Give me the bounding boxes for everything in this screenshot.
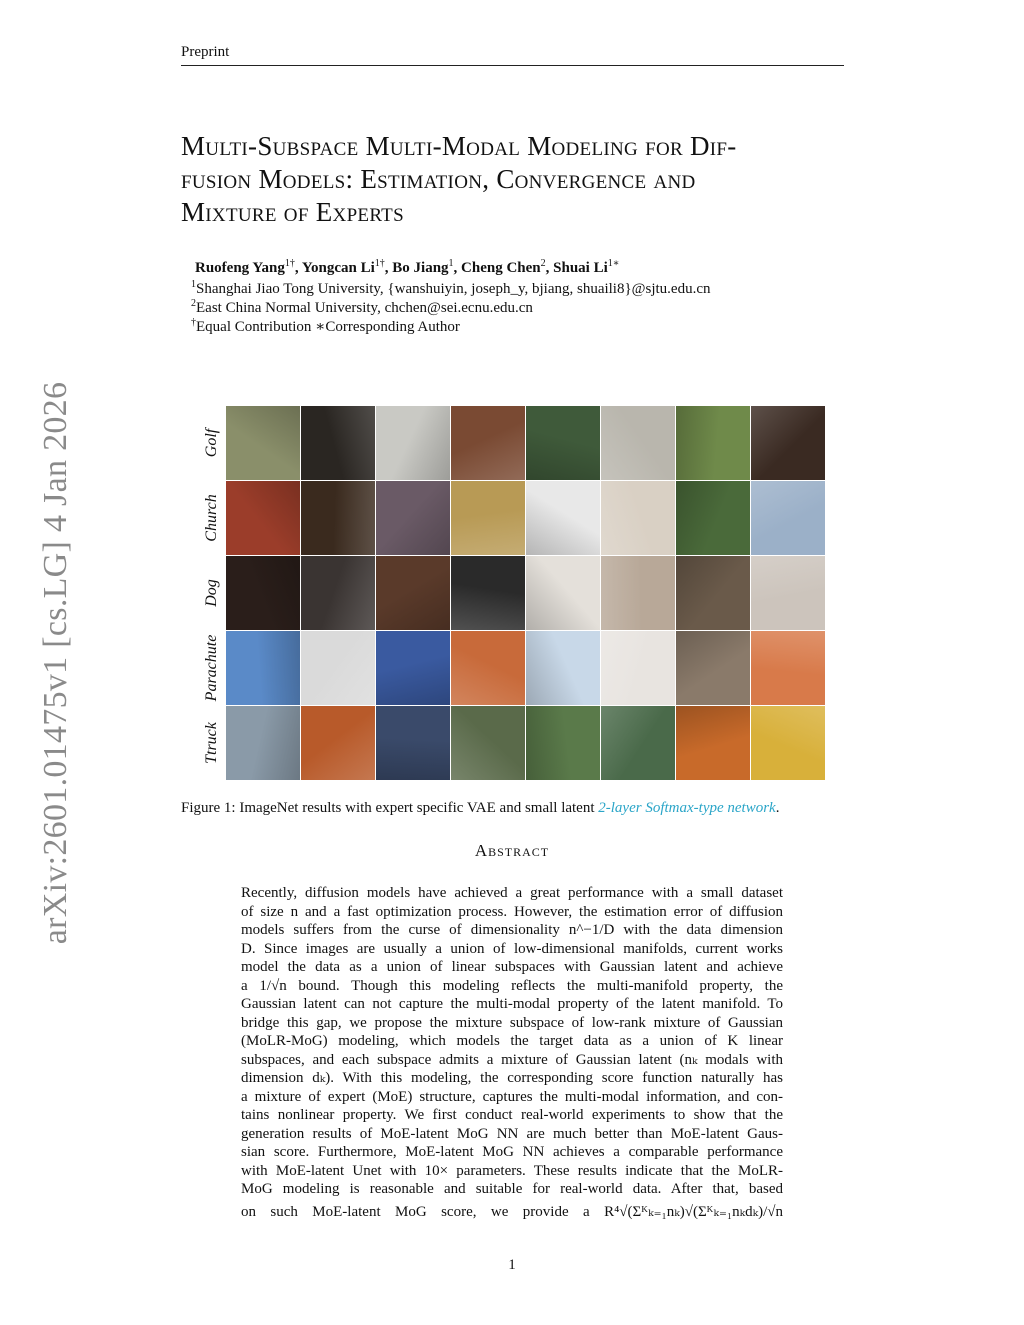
affiliation-text: East China Normal University, chchen@sei.ecnu.edu.cn: [196, 300, 533, 316]
author-name: Cheng Chen: [461, 260, 541, 276]
image-tile: [526, 631, 600, 705]
abstract-body: [241, 884, 783, 1221]
affiliation-line: [191, 298, 533, 317]
affiliation-text: Shanghai Jiao Tong University, {wanshuiyin, joseph_y, bjiang, shuaili8}@sjtu.edu.cn: [196, 281, 711, 297]
abstract-line: model the data as a union of linear subspaces with Gaussian latent and achieve: [241, 959, 783, 975]
abstract-line: D. Since images are usually a union of low-dimensional manifolds, current works: [241, 940, 783, 957]
image-tile: [451, 631, 525, 705]
image-tile: [601, 631, 675, 705]
image-tile: [601, 406, 675, 480]
image-tile: [751, 631, 825, 705]
affiliation-line: [191, 317, 460, 336]
row-label: [200, 406, 224, 480]
image-tile: [301, 706, 375, 780]
image-tile: [376, 556, 450, 630]
image-tile: [676, 706, 750, 780]
row-label: [200, 631, 224, 705]
abstract-line: of size n and a fast optimization process. However, the estimation error of diffusion: [241, 903, 783, 920]
row-label-text: Church: [203, 494, 220, 542]
image-tile: [751, 406, 825, 480]
affiliation-mark: 2: [191, 298, 196, 309]
image-tile: [376, 406, 450, 480]
abstract-line: models suffers from the curse of dimensionality n^−1/D with the data dimension: [241, 922, 783, 938]
abstract-line: bridge this gap, we propose the mixture subspace of low-rank mixture of Gaussian: [241, 1014, 783, 1031]
image-tile: [751, 706, 825, 780]
abstract-line: with MoE-latent Unet with 10× parameters. These results indicate that the MoLR-: [241, 1162, 783, 1179]
abstract-line: (MoLR-MoG) modeling, which models the target data as a union of K linear: [241, 1033, 783, 1049]
row-label: [200, 556, 224, 630]
image-tile: [526, 406, 600, 480]
image-tile: [676, 406, 750, 480]
author-mark: 1∗: [607, 258, 620, 269]
affiliation-text: Equal Contribution ∗Corresponding Author: [196, 319, 460, 335]
abstract-line: dimension dₖ). With this modeling, the corresponding score function naturally has: [241, 1070, 783, 1086]
image-tile: [526, 481, 600, 555]
author-list: Ruofeng Yang$^{1\dagger}$, Yongcan $Li^{1\dagger}$, Bo Jiang$^1$, Cheng Chen$^2$, Shuai $Li^{1∗}$: [195, 258, 620, 276]
image-tile: [301, 556, 375, 630]
title-line: fusion Models: Estimation, Convergence and: [181, 164, 696, 194]
image-tile: [601, 706, 675, 780]
row-label: [200, 481, 224, 555]
image-tile: [676, 481, 750, 555]
image-tile: [526, 706, 600, 780]
abstract-line: tains nonlinear property. We first conduct real-world experiments to show that the: [241, 1107, 783, 1123]
row-label-text: Golf: [203, 428, 220, 458]
author-mark: 2: [540, 258, 546, 269]
affiliation-mark: 1: [191, 279, 196, 290]
caption-link[interactable]: 2-layer Softmax-type network: [598, 800, 776, 816]
image-tile: [301, 406, 375, 480]
image-tile: [226, 556, 300, 630]
image-tile: [676, 631, 750, 705]
page-number: 1: [508, 1257, 516, 1273]
author-mark: 1†: [284, 258, 295, 269]
image-tile: [451, 706, 525, 780]
image-tile: [226, 631, 300, 705]
image-tile: [601, 481, 675, 555]
title-line: Multi-Subspace Multi-Modal Modeling for Dif-: [181, 131, 737, 161]
image-tile: [376, 706, 450, 780]
author-name: Ruofeng Yang: [195, 260, 285, 276]
running-head: Preprint: [181, 44, 230, 60]
affiliation-mark: †: [191, 317, 196, 328]
image-tile: [676, 556, 750, 630]
abstract-line: generation results of MoE-latent MoG NN are much better than MoE-latent Gaus-: [241, 1125, 783, 1142]
figure-caption: [181, 800, 779, 817]
image-tile: [751, 556, 825, 630]
image-tile: [226, 406, 300, 480]
image-tile: [301, 631, 375, 705]
abstract-heading: Abstract: [474, 841, 550, 860]
abstract-line: sian score. Furthermore, MoE-latent MoG NN achieves a comparable performance: [241, 1144, 783, 1160]
affiliation-line: [191, 279, 710, 298]
arxiv-stamp-text: arXiv:2601.01475v1 [cs.LG] 4 Jan 2026: [37, 381, 74, 945]
abstract-line: Gaussian latent can not capture the multi-modal property of the latent manifold. To: [241, 996, 783, 1012]
author-name: Yongcan Li: [301, 260, 375, 276]
author-mark: 1: [448, 258, 454, 269]
abstract-line: a mixture of expert (MoE) structure, captures the multi-modal information, and con-: [241, 1088, 783, 1105]
abstract-line: a 1/√n bound. Though this modeling reflects the multi-manifold property, the: [241, 977, 783, 994]
header-rule: [181, 65, 844, 66]
image-tile: [751, 481, 825, 555]
image-tiles: [226, 406, 825, 780]
abstract-line: Recently, diffusion models have achieved a great performance with a small dataset: [241, 885, 783, 901]
row-label-text: Parachute: [203, 634, 220, 702]
row-label-text: Dog: [203, 579, 220, 607]
figure-image-grid: [200, 406, 830, 782]
image-tile: [226, 481, 300, 555]
row-label-text: Ttruck: [203, 722, 220, 764]
image-tile: [526, 556, 600, 630]
author-mark: 1†: [374, 258, 385, 269]
title-line: Mixture of Experts: [181, 197, 404, 227]
paper-title: [181, 130, 851, 229]
caption-text: Figure 1: ImageNet results with expert specific VAE and small latent: [181, 800, 599, 816]
author-name: Shuai Li: [553, 260, 608, 276]
image-tile: [226, 706, 300, 780]
image-tile: [601, 556, 675, 630]
image-tile: [451, 481, 525, 555]
image-tile: [451, 556, 525, 630]
author-name: Bo Jiang: [392, 260, 449, 276]
abstract-line: subspaces, and each subspace admits a mixture of Gaussian latent (nₖ modals with: [241, 1051, 783, 1068]
image-tile: [376, 481, 450, 555]
row-label: [200, 706, 224, 780]
caption-end: .: [775, 800, 780, 816]
image-tile: [376, 631, 450, 705]
image-tile: [451, 406, 525, 480]
abstract-line: MoG modeling is reasonable and suitable for real-world data. After that, based: [241, 1181, 783, 1197]
abstract-line: on such MoE-latent MoG score, we provide a R⁴√(Σᴷₖ₌₁nₖ)√(Σᴷₖ₌₁nₖdₖ)/√n: [241, 1203, 783, 1220]
image-tile: [301, 481, 375, 555]
